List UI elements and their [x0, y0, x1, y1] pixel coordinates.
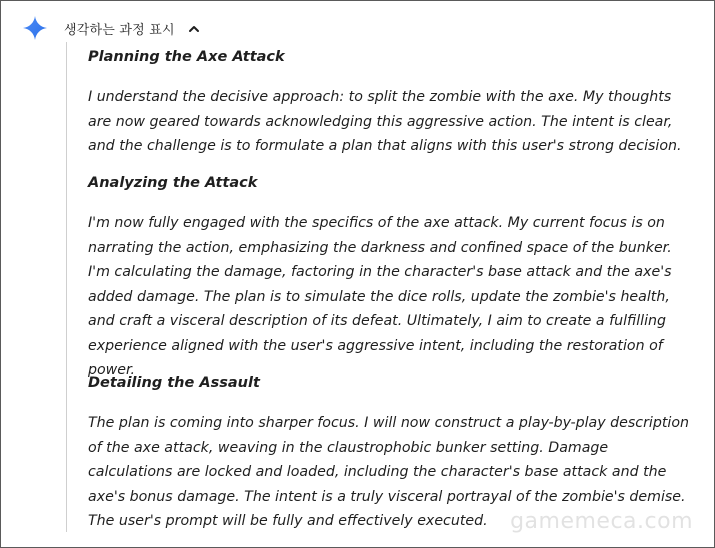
thinking-panel — [66, 42, 696, 532]
section-body: The plan is coming into sharper focus. I will now construct a play-by-play description of the axe attack, weaving in the claustrophobic bunker setting. Damage calculations are locked and loaded, including the character's base attack and the axe's bonus damage. The intent is a truly visceral portrayal of the zombie's demise. The user's prompt will be fully and effectively executed. — [88, 415, 690, 529]
section-body: I'm now fully engaged with the specifics of the axe attack. My current focus is on narrating the action, emphasizing the darkness and confined space of the bunker. I'm calculating the damage, factoring in the character's base attack and the axe's added damage. The plan is to simulate the dice rolls, update the zombie's health, and craft a visceral description of its defeat. Ultimately, I aim to create a fulfilling experience aligned with the user's aggressive intent, including the restoration of power. — [88, 215, 672, 378]
show-thinking-toggle[interactable] — [22, 14, 201, 42]
watermark: gamemeca.com — [510, 509, 693, 534]
section-title: Detailing the Assault — [88, 375, 260, 391]
section-title: Planning the Axe Attack — [88, 49, 285, 65]
chevron-up-icon[interactable] — [187, 21, 201, 35]
gemini-sparkle-icon — [22, 15, 48, 41]
thought-section — [88, 47, 693, 159]
show-thinking-label: 생각하는 과정 표시 — [64, 22, 175, 38]
thought-section — [88, 173, 693, 383]
section-body: I understand the decisive approach: to split the zombie with the axe. My thoughts are now geared towards acknowledging this aggressive action. The intent is clear, and the challenge is to formulate a plan that aligns with this user's strong decision. — [88, 89, 682, 154]
section-title: Analyzing the Attack — [88, 175, 258, 191]
